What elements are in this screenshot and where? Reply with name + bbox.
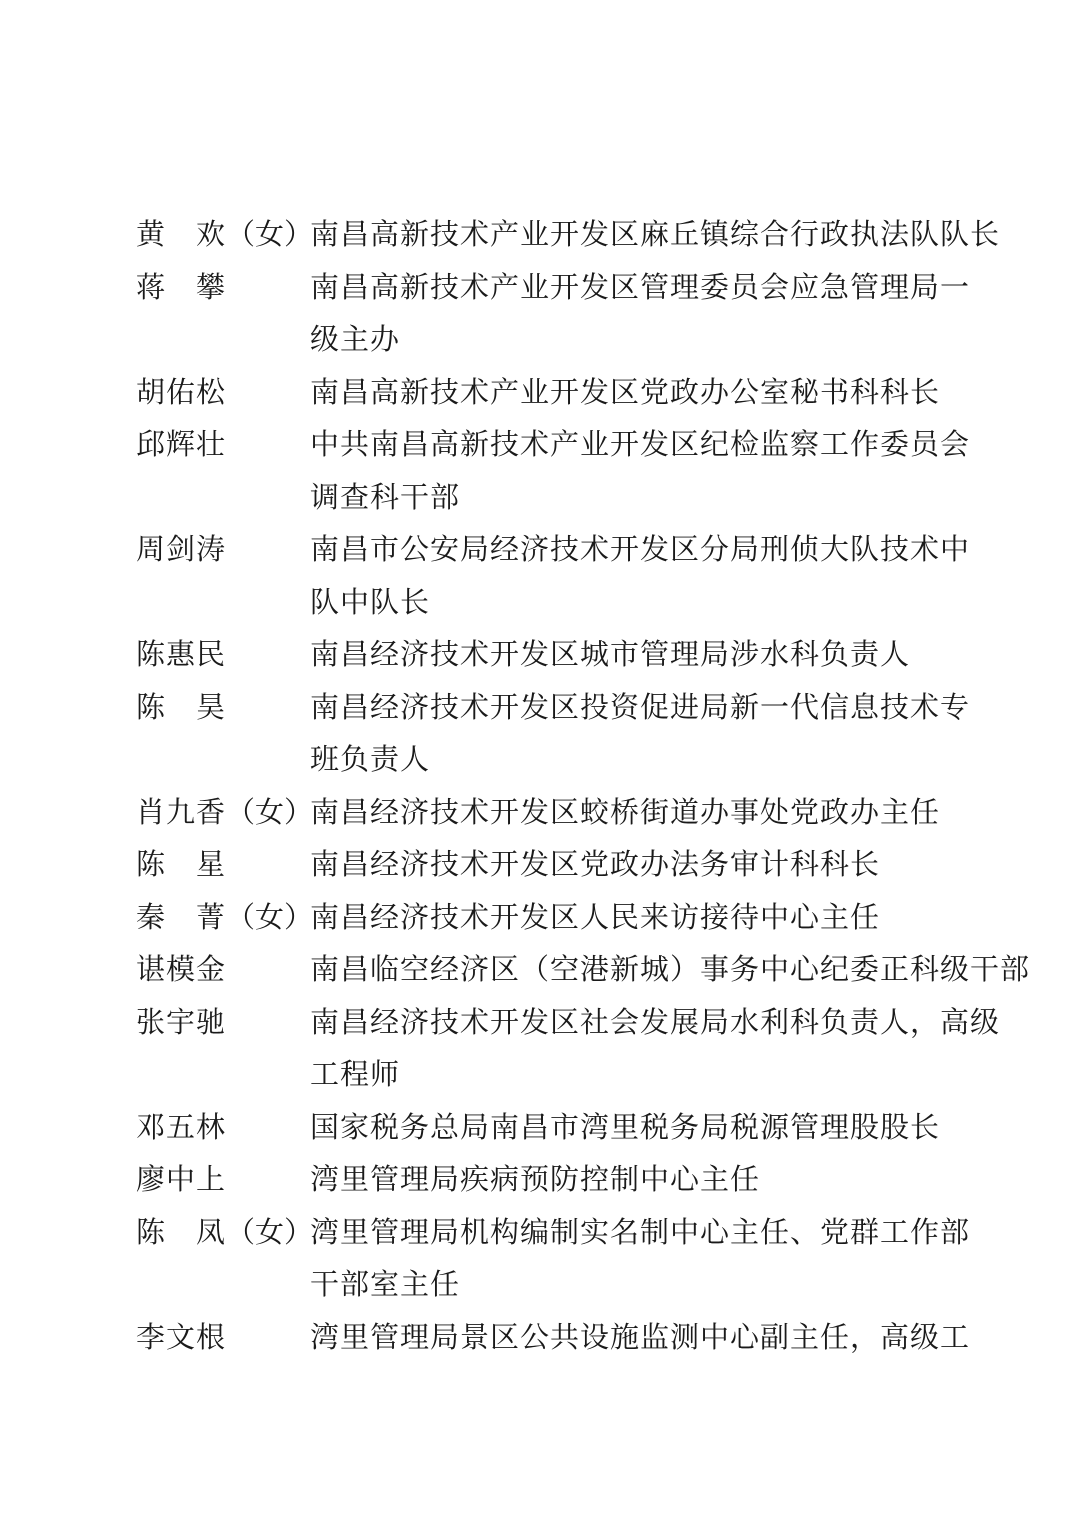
job-title [310, 1311, 971, 1364]
list-item [136, 366, 966, 419]
job-title-line: 中共南昌高新技术产业开发区纪检监察工作委员会 [310, 427, 971, 461]
job-title-line: 南昌经济技术开发区城市管理局涉水科负责人 [310, 637, 911, 671]
person-name-text: 陈 星 [136, 847, 227, 881]
person-name-text: 张宇驰 [136, 1004, 227, 1039]
job-title [310, 208, 1001, 261]
job-title [310, 943, 1031, 996]
job-title-line: 南昌经济技术开发区党政办法务审计科科长 [310, 847, 881, 881]
person-name-text: 邓五林 [136, 1109, 227, 1144]
list-item [136, 838, 966, 891]
person-name-text: 邱辉壮 [136, 427, 227, 461]
list-item [136, 1153, 966, 1206]
gender-note: （女） [226, 794, 314, 829]
job-title-line: 南昌经济技术开发区人民来访接待中心主任 [310, 899, 881, 934]
list-item [136, 786, 966, 839]
job-title [310, 418, 971, 523]
job-title [310, 681, 971, 786]
person-name [136, 943, 310, 996]
list-item [136, 1206, 971, 1311]
person-name-text: 陈 昊 [136, 689, 227, 724]
job-title [310, 838, 966, 891]
person-name [136, 208, 314, 261]
person-name-text: 肖九香 [136, 794, 227, 829]
personnel-list [136, 208, 1031, 1363]
person-name-text: 蒋 攀 [136, 269, 227, 304]
gender-note: （女） [226, 217, 314, 251]
person-name [136, 681, 310, 734]
person-name [136, 418, 310, 471]
job-title [310, 1101, 966, 1154]
job-title-line: 南昌高新技术产业开发区管理委员会应急管理局一 [310, 269, 971, 304]
job-title-line: 调查科干部 [310, 479, 461, 514]
person-name-text: 周剑涛 [136, 532, 227, 566]
job-title-line: 南昌高新技术产业开发区麻丘镇综合行政执法队队长 [310, 217, 1001, 251]
person-name [136, 1101, 310, 1154]
job-title [310, 1206, 971, 1311]
list-item [136, 1311, 971, 1364]
person-name [136, 1153, 310, 1206]
list-item [136, 681, 971, 786]
list-item [136, 943, 1031, 996]
person-name [136, 786, 314, 839]
list-item [136, 208, 1001, 261]
job-title-line: 干部室主任 [310, 1267, 461, 1301]
person-name [136, 1206, 314, 1259]
person-name-text: 谌模金 [136, 952, 227, 986]
job-title-line: 国家税务总局南昌市湾里税务局税源管理股股长 [310, 1109, 941, 1144]
job-title-line: 工程师 [310, 1057, 401, 1091]
job-title [310, 996, 1001, 1101]
job-title-line: 级主办 [310, 322, 401, 356]
job-title-line: 南昌经济技术开发区蛟桥街道办事处党政办主任 [310, 794, 941, 829]
job-title-line: 南昌临空经济区（空港新城）事务中心纪委正科级干部 [310, 952, 1031, 986]
person-name [136, 838, 310, 891]
list-item [136, 1101, 966, 1154]
person-name-text: 陈惠民 [136, 637, 227, 671]
person-name [136, 261, 310, 314]
person-name [136, 891, 314, 944]
job-title [310, 261, 971, 366]
job-title [310, 523, 971, 628]
job-title-line: 南昌高新技术产业开发区党政办公室秘书科科长 [310, 374, 941, 409]
gender-note: （女） [226, 1214, 314, 1249]
list-item [136, 891, 966, 944]
person-name-text: 李文根 [136, 1319, 227, 1354]
person-name-text: 陈 凤 [136, 1214, 227, 1249]
job-title [310, 786, 966, 839]
job-title [310, 891, 966, 944]
job-title-line: 班负责人 [310, 742, 431, 776]
person-name [136, 628, 310, 681]
list-item [136, 418, 971, 523]
job-title-line: 南昌市公安局经济技术开发区分局刑侦大队技术中 [310, 532, 971, 566]
job-title-line: 队中队长 [310, 584, 431, 619]
person-name-text: 秦 菁 [136, 899, 227, 934]
job-title [310, 628, 966, 681]
person-name-text: 胡佑松 [136, 374, 227, 409]
job-title [310, 366, 966, 419]
list-item [136, 628, 966, 681]
list-item [136, 261, 971, 366]
person-name-text: 廖中上 [136, 1162, 227, 1196]
list-item [136, 996, 1001, 1101]
job-title-line: 南昌经济技术开发区投资促进局新一代信息技术专 [310, 689, 971, 724]
job-title-line: 南昌经济技术开发区社会发展局水利科负责人，高级 [310, 1004, 1001, 1039]
job-title-line: 湾里管理局机构编制实名制中心主任、党群工作部 [310, 1214, 971, 1249]
list-item [136, 523, 971, 628]
person-name [136, 523, 310, 576]
job-title [310, 1153, 966, 1206]
job-title-line: 湾里管理局疾病预防控制中心主任 [310, 1162, 761, 1196]
gender-note: （女） [226, 899, 314, 934]
person-name-text: 黄 欢 [136, 217, 227, 251]
person-name [136, 996, 310, 1049]
person-name [136, 366, 310, 419]
job-title-line: 湾里管理局景区公共设施监测中心副主任，高级工 [310, 1319, 971, 1354]
person-name [136, 1311, 310, 1364]
